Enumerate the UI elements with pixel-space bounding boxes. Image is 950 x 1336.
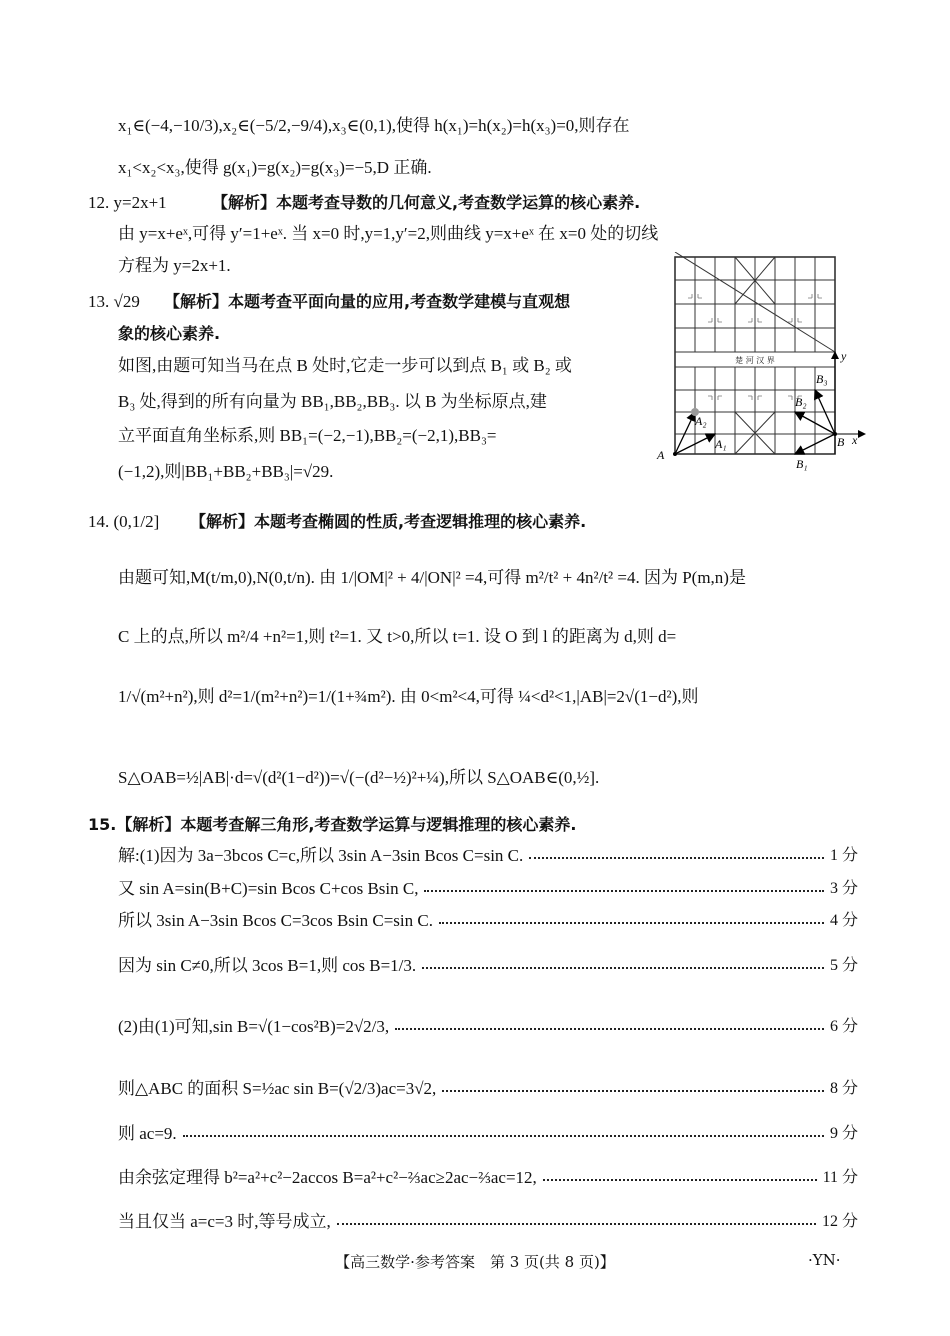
q14-analysis-tag: 【解析】本题考查椭圆的性质,考查逻辑推理的核心素养. <box>190 512 587 531</box>
q15-step-3-text: 所以 3sin A−3sin Bcos C=3cos Bsin C=sin C. <box>118 911 433 930</box>
q15-step-8 <box>118 1166 858 1190</box>
q15-step-7-text: 则 ac=9. <box>118 1124 177 1143</box>
q15-step-1-text: 解:(1)因为 3a−3bcos C=c,所以 3sin A−3sin Bcos C=sin C. <box>118 846 524 865</box>
q14-line-2: C 上的点,所以 m²/4 +n²=1,则 t²=1. 又 t>0,所以 t=1. 设 O 到 l 的距离为 d,则 d= <box>118 627 677 646</box>
chessboard-figure <box>655 252 870 474</box>
q13-line-2: B₃ 处,得到的所有向量为 BB₁,BB₂,BB₃. 以 B 为坐标原点,建 <box>118 392 547 411</box>
score-3: 4 分 <box>829 912 858 929</box>
label-A: A <box>657 448 665 462</box>
q14-line-4: S△OAB=½|AB|·d=√(d²(1−d²))=√(−(d²−½)²+¼),所以 S△OAB∈(0,½]. <box>118 768 600 787</box>
q14-answer: 14. (0,1/2] <box>88 512 160 531</box>
q14-line-1: 由题可知,M(t/m,0),N(0,t/n). 由 1/|OM|² + 4/|ON|² =4,可得 m²/t² + 4n²/t² =4. 因为 P(m,n)是 <box>118 568 746 587</box>
q13-line-1: 如图,由题可知当马在点 B 处时,它走一步可以到点 B₁ 或 B₂ 或 <box>118 356 572 375</box>
q12-analysis-tag: 【解析】本题考查导数的几何意义,考查数学运算的核心素养. <box>212 193 641 212</box>
q13-analysis-tag-2: 象的核心素养. <box>118 324 221 343</box>
label-A2: A₂ <box>695 414 707 428</box>
q15-analysis-tag: 15.【解析】本题考查解三角形,考查数学运算与逻辑推理的核心素养. <box>88 815 577 834</box>
q15-step-6 <box>118 1077 858 1101</box>
label-B1: B₁ <box>796 457 808 471</box>
q15-step-1 <box>118 844 858 868</box>
score-1: 1 分 <box>829 847 858 864</box>
q14-line-3: 1/√(m²+n²),则 d²=1/(m²+n²)=1/(1+¾m²). 由 0<m²<4,可得 ¼<d²<1,|AB|=2√(1−d²),则 <box>118 687 699 706</box>
q15-step-9-text: 当且仅当 a=c=3 时,等号成立, <box>118 1212 331 1231</box>
text-line-1: x₁∈(−4,−10/3),x₂∈(−5/2,−9/4),x₃∈(0,1),使得 h(x₁)=h(x₂)=h(x₃)=0,则存在 <box>118 116 630 135</box>
q15-step-4-text: 因为 sin C≠0,所以 3cos B=1,则 cos B=1/3. <box>118 956 417 975</box>
q13-answer: 13. √29 <box>88 292 140 311</box>
q12-line-1: 由 y=x+eˣ,可得 y′=1+eˣ. 当 x=0 时,y=1,y′=2,则曲线 y=x+eˣ 在 x=0 处的切线 <box>118 224 659 243</box>
q13-line-4: (−1,2),则|BB₁+BB₂+BB₃|=√29. <box>118 462 334 481</box>
q15-step-7 <box>118 1122 858 1146</box>
q15-step-2-text: 又 sin A=sin(B+C)=sin Bcos C+cos Bsin C, <box>118 879 419 898</box>
label-y: y <box>841 349 847 363</box>
page-footer: 【高三数学·参考答案 第 3 页(共 8 页)】 <box>335 1253 615 1271</box>
q15-step-8-text: 由余弦定理得 b²=a²+c²−2accos B=a²+c²−⅔ac≥2ac−⅔ac=12, <box>118 1168 537 1187</box>
q15-step-3 <box>118 909 858 933</box>
score-2: 3 分 <box>829 880 858 897</box>
score-4: 5 分 <box>829 957 858 974</box>
label-B2: B₂ <box>795 395 807 409</box>
river-label: 楚 河 汉 界 <box>735 356 775 365</box>
score-7: 9 分 <box>829 1125 858 1142</box>
q15-step-4 <box>118 954 858 978</box>
text-line-2: x₁<x₂<x₃,使得 g(x₁)=g(x₂)=g(x₃)=−5,D 正确. <box>118 158 432 177</box>
q15-step-2 <box>118 877 858 901</box>
score-9: 12 分 <box>821 1213 858 1230</box>
q15-step-6-text: 则△ABC 的面积 S=½ac sin B=(√2/3)ac=3√2, <box>118 1079 437 1098</box>
q13-line-3: 立平面直角坐标系,则 BB₁=(−2,−1),BB₂=(−2,1),BB₃= <box>118 426 497 445</box>
score-8: 11 分 <box>822 1169 858 1186</box>
score-6: 8 分 <box>829 1080 858 1097</box>
q12-line-2: 方程为 y=2x+1. <box>118 256 231 275</box>
footer-code: ·YN· <box>808 1251 841 1269</box>
score-5: 6 分 <box>829 1018 858 1035</box>
q15-step-5-text: (2)由(1)可知,sin B=√(1−cos²B)=2√2/3, <box>118 1017 390 1036</box>
q13-analysis-tag-1: 【解析】本题考查平面向量的应用,考查数学建模与直观想 <box>164 292 571 311</box>
label-A1: A₁ <box>715 437 727 451</box>
label-B3: B₃ <box>816 372 828 386</box>
label-x: x <box>852 433 858 447</box>
q12-answer: 12. y=2x+1 <box>88 193 167 212</box>
label-B: B <box>837 435 845 449</box>
q15-step-5 <box>118 1015 858 1039</box>
q15-step-9 <box>118 1210 858 1234</box>
